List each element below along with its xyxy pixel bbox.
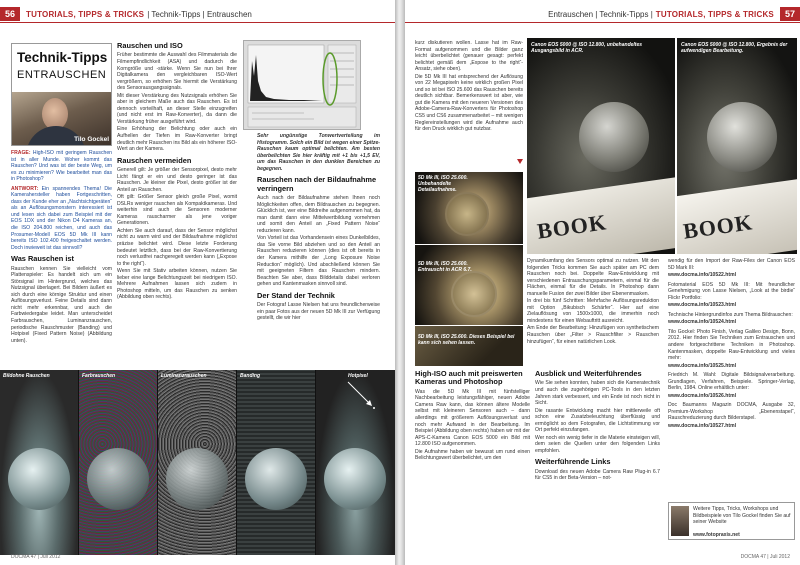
photo-watch-unprocessed xyxy=(415,172,523,244)
link2-text: Fotomaterial EOS 5D Mk III: Mit freundlicher Genehmigung von Lasse Nielsen, „Look at the birdie“ Flickr Portfolio: xyxy=(668,281,795,301)
right-header-section: TUTORIALS, TIPPS & TRICKS xyxy=(655,9,774,19)
frage-text: High-ISO mit geringem Rauschen ist in aller Munde. Woher kommt das Rauschen? Und was ist der beste Weg, um es zu minimieren? Wie bearbeitet man das in Photoshop? xyxy=(11,150,112,183)
left-header-rule xyxy=(0,22,395,23)
panel-luminance-noise xyxy=(158,370,236,555)
para-r-mid3: Am Ende der Bearbeitung: Hinzufügen von synthetischem Rauschen über „Filter > Rauschfilter > Rauschen hinzufügen“, für einen natürlichen Look. xyxy=(527,325,659,345)
glass-sphere xyxy=(579,102,649,172)
heading-ausblick: Ausblick und Weiterführendes xyxy=(535,370,642,378)
label-no-noise: Bildohne Rauschen xyxy=(3,373,50,379)
panel-no-noise-sphere xyxy=(8,448,70,510)
right-header-rule xyxy=(405,22,800,23)
histogram-figure xyxy=(243,40,361,130)
para-ausblick: Wie Sie sehen konnten, haben sich die Kameratechnik und auch die zugehörigen PC-Tools in den letzten Jahren stark verbessert, und ein Ende ist noch nicht in Sicht. xyxy=(535,380,660,407)
left-header-topic: | Technik-Tipps | Entrauschen xyxy=(147,9,252,19)
link4-url[interactable]: www.docma.info/10525.html xyxy=(668,362,737,369)
para-r-mid2: In drei bis fünf Schritten: Mehrfache Auflösungsreduktion mit Option „Bikubisch Schärfer“. Hier auf eine Zielauflösung von 1500x1000, die immerhin noch mindestens für einen Webauftritt ausreicht. xyxy=(527,298,659,324)
right-page xyxy=(405,0,800,565)
link4-text: Tilo Gockel: Photo Finish, Verlag Galileo Design, Bonn, 2012. Hier finden Sie Techniken zum Entrauschen und andere fortgeschrittene Techniken in Photoshop. Kantenmasken, doppelte Raw-Entwicklung und vieles mehr: xyxy=(668,328,795,362)
title-sub: ENTRAUSCHEN xyxy=(17,69,107,81)
box-photo xyxy=(671,506,689,536)
para-nach-1: Auch nach der Bildaufnahme stehen Ihnen noch Möglichkeiten offen, dem Bildrauschen zu begegnen. Glücklich ist, wer eine Bildreihe aufgenommen hat, da man damit dann eine Mittelwertbildung vornehmen und somit den Anteil an „Fixed Pattern Noise“ reduzieren kann. xyxy=(257,195,380,234)
para-verm-1: Generell gilt: Je größer der Sensorpixel, desto mehr Licht fängt er ein und desto geringer ist das Rauschen. Je kleiner die Pixel, desto größer ist der Anteil an Rauschen. xyxy=(117,167,237,193)
author-name: Tilo Gockel xyxy=(74,136,109,143)
para-ausblick-3: Wer noch ein wenig tiefer in die Materie einsteigen will, dem seien die Quellen unter den folgenden Links empfohlen. xyxy=(535,434,660,454)
para-weiter: Download des neuen Adobe Camera Raw Plug-in 6.7 für CS5 in der Beta-Version – not- xyxy=(535,468,660,482)
right-header-topic: Entrauschen | Technik-Tipps | xyxy=(548,9,653,19)
link6-url[interactable]: www.docma.info/10527.html xyxy=(668,423,737,430)
box-url[interactable]: www.fotopraxis.net xyxy=(693,532,740,538)
panel-banding xyxy=(237,370,315,555)
heading-was-rauschen: Was Rauschen ist xyxy=(11,254,74,264)
label-hotpixel: Hotpixel xyxy=(348,373,368,379)
panel-luminance-noise-sphere xyxy=(166,448,228,510)
photo-book-processed xyxy=(677,38,797,254)
label-photo5: 5D Mk III, ISO 25.600. Dieses Beispiel bei kann sich sehen lassen. xyxy=(418,334,515,346)
label-photo1: Canon EOS 5000 @ ISO 12.800, unbehandeltes Ausgangsbild in ACR. xyxy=(531,42,643,54)
heading-stand-technik: Der Stand der Technik xyxy=(257,290,335,300)
watch-dial-2 xyxy=(451,271,497,317)
panel-hotpixel xyxy=(316,370,395,555)
link3-text: Technische Hintergrundinfos zum Thema Bildrauschen: xyxy=(668,311,793,318)
para-high-1: Was die 5D Mk III mit fünfstelliger Nachbearbeitung leistungsfähiger, neuen Adobe Camera Raw kann, das können ältere Modelle selbst mit kleineren Sensoren auch – dann allerdings mit größerem Auflösungsverlust und noch mehr Aufwand in der Bearbeitung. Im Beispiel (Abbildung oben rechts) haben wir mit der APS-C-Kamera Canon EOS 5000 ein Bild mit 12.800 ISO aufgenommen. xyxy=(415,388,530,448)
antwort-text: Ein spannendes Thema! Die Kamerahersteller haben Fortgeschritten, dass der Kunde eher an „Nachtsichtgeräten“ als an Auflösungsmonstern interessiert ist und lesen sich dabei zum Beispiel mit der EOS 1DX und der Nikon D4 Kameras an, die ISO 204.800 reichen, und auch das Prosumer-Modell EOS 5D Mk III kann bereits ISO 102.400 freigeschaltet werden. Doch inwieweit ist das sinnvoll? xyxy=(11,185,112,251)
heading-weiter: Weiterführende Links xyxy=(535,457,611,467)
panel-color-noise xyxy=(79,370,157,555)
left-column-3 xyxy=(257,133,380,368)
photo-watch-detail xyxy=(415,326,523,366)
histogram-svg xyxy=(244,41,362,131)
para-high-2: Die Aufnahme haben wir bewusst um rund einen Belichtungswert überbelichtet, um den xyxy=(415,448,530,462)
photo-watch-denoised xyxy=(415,245,523,325)
label-photo3: 5D Mk III, ISO 25.600. Unbehandelte Detailaufnahme. xyxy=(418,175,468,193)
antwort-label: ANTWORT: xyxy=(11,185,39,192)
para-iso-3: Eine Erhöhung der Belichtung oder auch ein Aufhellen der Tiefen im Raw-Konverter bringt deutlich mehr Rauschen ins Bild als ein höherer ISO-Wert an der Kamera. xyxy=(117,126,237,153)
link2-url[interactable]: www.docma.info/10523.html xyxy=(668,302,737,309)
label-photo4: 5D Mk III, ISO 25.600. Entrauscht in ACR 6.7. xyxy=(418,261,472,273)
panel-no-noise xyxy=(0,370,78,555)
para-r-intro: kurz diskutieren wollen. Lasse hat im Raw-Format aufgenommen und die Bilder ganz leicht überbelichtet (genauer gesagt: perfekt belichtet gemäß dem „Expose to the right“-Ansatz, siehe oben). xyxy=(415,40,523,73)
heading-rauschen-iso: Rauschen und ISO xyxy=(117,42,183,50)
heading-highiso: High-ISO auch mit preiswerten Kameras und Photoshop xyxy=(415,370,523,387)
website-box xyxy=(668,502,795,540)
para-r-mid: Dynamikumfang des Sensors optimal zu nutzen. Mit den folgenden Tricks kommen Sie auch später am PC dem Rauschen noch bei. Doppelte Raw-Entwicklung mit verschiedenen Entrauschungsparametern, einmal für die Flächen, einmal für die Details. In Photoshop dann manuelle Fusion der zwei Bilder über Ebenenmasken. xyxy=(527,258,659,297)
frage-label: FRAGE: xyxy=(11,150,31,156)
para-r-intro2: Die 5D Mk III hat entsprechend der Auflösung von 22 Megapixeln keine wirklich großen Pixel und so ist bei ISO 25.600 das Rauschen bereits deutlich sichtbar. Bemerkenswert ist aber, wie gut die Kamera mit den neueren Versionen des Adobe-Camera-Raw-Konverters für Photoshop CS5 und CS6 zusammenarbeitet – mit wenigen Reglereinstellungen wird die Aufnahme auch für den Druck wirklich gut nutzbar. xyxy=(415,73,523,133)
glass-sphere-2 xyxy=(707,102,777,172)
right-header xyxy=(405,6,800,22)
para-nach-2: Von Vorteil ist das Vorhandensein eines Dunkelbildes, das Sie vorne Bild abziehen und so den Anteil an Rauschen reduzieren können (dies ist oft bereits in der Kamera mithilfe der „Long Exposure Noise Reduction“ möglich). Und abschließend können Sie mit geeigneten Filtern das Rauschen mindern. Beachten Sie aber, dass Bilddetails dabei verloren gehen und Kantenmasken sinnvoll sind. xyxy=(257,235,380,288)
label-photo2: Canon EOS 5000 @ ISO 12.800, Ergebnis der aufwendigen Bearbeitung. xyxy=(681,42,788,54)
para-verm-3: Achten Sie auch darauf, dass der Sensor möglichst nicht zu warm wird und der Bildaufnahme möglichst präzise belichtet wird. Diese letzte Forderung bedeutet letztlich, dass bei der Raw-Konvertierung noch verlustfrei nachgeregelt werden kann („Expose to the right“). xyxy=(117,227,237,267)
hotpixel-arrow-icon xyxy=(316,370,395,430)
right-footer: DOCMA 47 | Juli 2012 xyxy=(740,554,790,560)
heading-vermeiden: Rauschen vermeiden xyxy=(117,155,192,165)
para-verm-2: Oft gilt: Größer Sensor gleich große Pixel, womit DSLRs weniger rauschen als Kompaktkameras. Und weiterhin sind auch die Sensoren moderner Kameras rauscharmer als jene voriger Generationen. xyxy=(117,194,237,227)
left-page-number: 56 xyxy=(0,7,20,21)
heading-nach-aufnahme: Rauschen nach der Bildaufnahme verringern xyxy=(257,175,377,193)
para-stand: Der Fotograf Lasse Nielsen hat uns freundlicherweise ein paar Fotos aus der neuen 5D Mk III zur Verfügung gestellt, die wir hier xyxy=(257,302,380,322)
left-page xyxy=(0,0,395,565)
histogram-caption: Sehr ungünstige Tonwertverteilung im Histogramm. Solch ein Bild ist wegen einer Spitze-Rauschen kaum optimal belichten. Am besten überbelichten Sie hier kräftig mit +1 bis +1,5 EV, um das Rauschen in den dunklen Bereichen zu begegnen. xyxy=(257,133,380,172)
para-ausblick-2: Die rasante Entwicklung macht hier mittlerweile oft schon eine Zusatzbeleuchtung überflüssig und ermöglicht so dem Fotografen, die Lichtstimmung vor Ort perfekt einzufangen. xyxy=(535,407,660,434)
link1-text: wendig für den Import der Raw-Files der Canon EOS 5D Mark III: xyxy=(668,258,795,271)
red-triangle-icon xyxy=(517,159,523,164)
book-text-icon: BOOK xyxy=(535,209,609,244)
link5-url[interactable]: www.docma.info/10526.html xyxy=(668,392,737,399)
label-banding: Banding xyxy=(240,373,260,379)
title-box xyxy=(11,43,112,146)
box-text: Weitere Tipps, Tricks, Workshops und Bildbeispiele von Tilo Gockel finden Sie auf seiner Website xyxy=(693,506,791,525)
right-column-a xyxy=(415,40,523,165)
panel-color-noise-sphere xyxy=(87,448,149,510)
left-header xyxy=(0,6,252,22)
link1-url[interactable]: www.docma.info/10522.html xyxy=(668,272,737,279)
right-page-number: 57 xyxy=(780,7,800,21)
para-iso-1: Früher bestimmte die Auswahl des Filmmaterials die Filmempfindlichkeit (ASA) und dadurch die Korngröße und -stärke. Wenn Sie nun bei Ihrer Digitalkamera den vergleichbaren ISO-Wert vergrößern, so erhöhen Sie hiermit die Verstärkung des Sensorausgangssignals. xyxy=(117,52,237,92)
watch-dial xyxy=(445,192,489,236)
left-column-1 xyxy=(11,150,112,368)
label-color-noise: Farbrauschen xyxy=(82,373,116,379)
link6-text: Doc Baumanns Magazin DOCMA, Ausgabe 32, Premium-Workshop „Ebenenstapel“, Rauschreduzierung durch Bilderstapel. xyxy=(668,402,795,422)
right-column-d xyxy=(415,370,530,550)
panel-banding-sphere xyxy=(245,448,307,510)
photo-book-unprocessed xyxy=(527,38,675,254)
label-luminance-noise: Luminanzrauschen xyxy=(161,373,207,379)
left-column-2 xyxy=(117,42,237,368)
author-photo xyxy=(12,92,112,146)
link5-text: Friedrich M. Wahl: Digitale Bildsignalverarbeitung. Grundlagen, Verfahren, Beispiele. Springer-Verlag, Berlin, 1984. Online erhältlich unter: xyxy=(668,372,795,392)
link3-url[interactable]: www.docma.info/10524.html xyxy=(668,319,737,326)
left-header-section: TUTORIALS, TIPPS & TRICKS xyxy=(26,9,145,19)
para-verm-4: Wenn Sie mit Stativ arbeiten können, nutzen Sie lieber eine lange Belichtungszeit bei niedrigem ISO. Mehrere Aufnahmen lassen sich zudem in Photoshop mitteln, um das Rauschen zu senken (Abbildung oben rechts). xyxy=(117,268,237,301)
title-main: Technik-Tipps xyxy=(17,50,108,65)
para-iso-2: Mit dieser Verstärkung des Nutzsignals erhöhen Sie aber in gleichem Maße auch das Rauschen. Es ist dennoch vorteilhaft, an dieser Stelle einzugreifen (und nicht erst im Raw-Konverter), da dann die Verstärkung früher ausgeführt wird. xyxy=(117,92,237,125)
right-column-links xyxy=(668,258,795,500)
book-text-icon-2: BOOK xyxy=(681,209,755,244)
right-column-b xyxy=(527,258,659,368)
noise-comparison-strip xyxy=(0,370,395,555)
right-column-e xyxy=(535,370,660,550)
page-gutter xyxy=(395,0,405,565)
left-footer: DOCMA 47 | Juli 2012 xyxy=(11,554,61,560)
panel-hotpixel-sphere xyxy=(324,448,386,510)
para-was-rauschen: Rauschen kennen Sie vielleicht vom Plattenspieler: Es handelt sich um ein Störsignal im Hintergrund, welches das Nutzsignal überlagert. Bei Bildern äußert es sich durch eine körnige Struktur und einen Auflösungsverlust. Feine Details sind dann nicht mehr erkennbar, und auch die Farbwiedergabe leidet. Man unterscheidet Farbrauschen, Luminanzrauschen, periodische Rauschmuster (Banding) und Hotpixel (Fixed Pattern Noise) (Abbildung unten). xyxy=(11,265,112,344)
